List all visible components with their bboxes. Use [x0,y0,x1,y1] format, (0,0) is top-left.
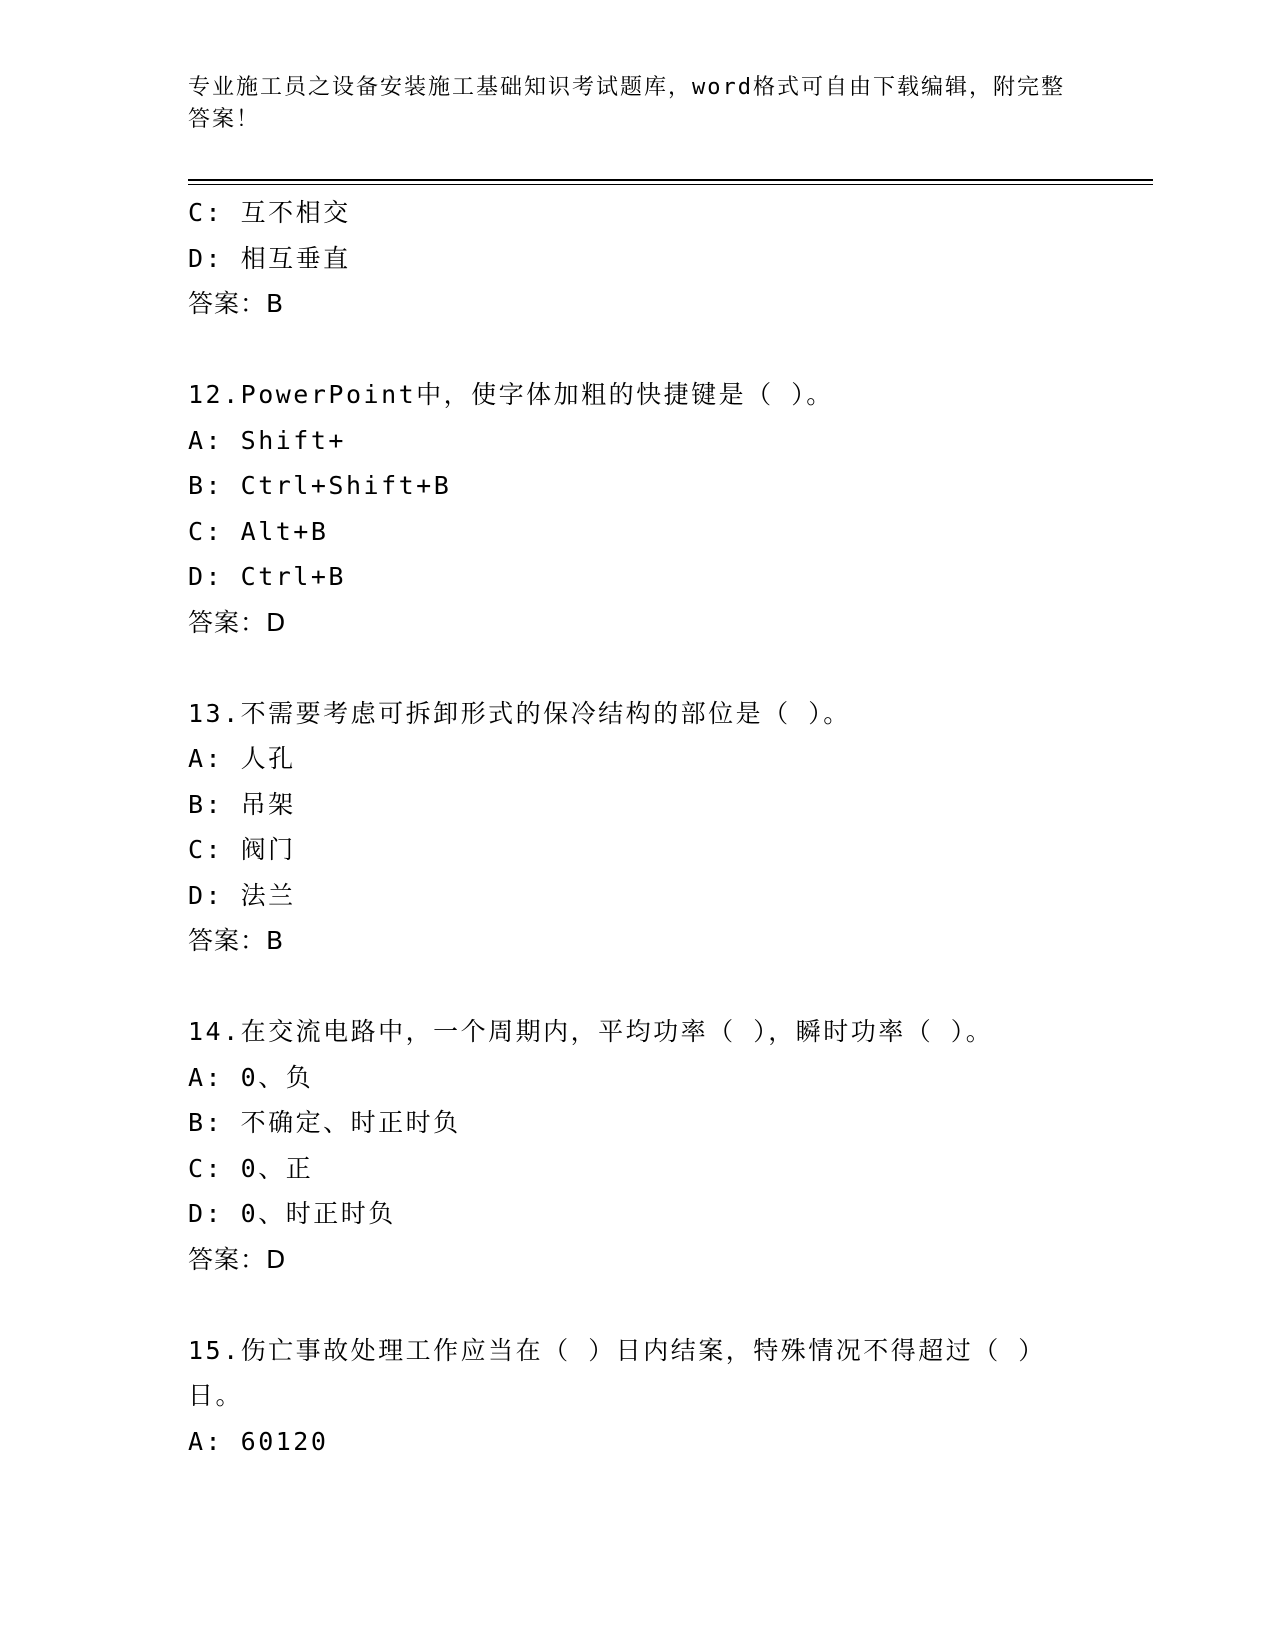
question-list [188,190,1088,1464]
question-13 [188,691,1088,964]
option-b: B: 吊架 [188,789,296,819]
option-a: A: 60120 [188,1426,329,1456]
question-fragment-top [188,190,1088,327]
option-c: C: Alt+B [188,516,329,546]
question-15 [188,1328,1088,1465]
question-text: 15.伤亡事故处理工作应当在（ ）日内结案，特殊情况不得超过（ ）日。 [188,1335,1046,1410]
question-text: 12.PowerPoint中，使字体加粗的快捷键是（ ）。 [188,380,834,409]
header-rule-thick [188,179,1153,181]
option-a: A: 人孔 [188,744,296,773]
option-d: D: 法兰 [188,880,296,910]
spacer [188,645,1088,691]
answer-line: 答案：B [188,926,285,955]
spacer [188,964,1088,1010]
question-text: 14.在交流电路中，一个周期内，平均功率（ ），瞬时功率（ ）。 [188,1017,994,1046]
question-text: 13.不需要考虑可拆卸形式的保冷结构的部位是（ ）。 [188,698,851,728]
option-a: A: Shift+ [188,425,346,455]
answer-line: 答案：B [188,289,285,318]
answer-line: 答案：D [188,607,287,637]
option-c: C: 互不相交 [188,198,351,227]
option-b: B: Ctrl+Shift+B [188,471,452,500]
question-12 [188,372,1088,645]
question-14 [188,1009,1088,1282]
option-c: C: 阀门 [188,835,296,864]
option-d: D: 0、时正时负 [188,1199,396,1228]
spacer [188,327,1088,373]
spacer [188,1282,1088,1328]
option-b: B: 不确定、时正时负 [188,1108,461,1137]
header-rule-thin [188,184,1153,185]
option-d: D: 相互垂直 [188,243,351,273]
document-header: 专业施工员之设备安装施工基础知识考试题库，word格式可自由下载编辑，附完整答案！ [188,75,1065,132]
option-d: D: Ctrl+B [188,562,346,591]
answer-line: 答案：D [188,1244,287,1274]
option-c: C: 0、正 [188,1153,314,1183]
option-a: A: 0、负 [188,1062,314,1092]
